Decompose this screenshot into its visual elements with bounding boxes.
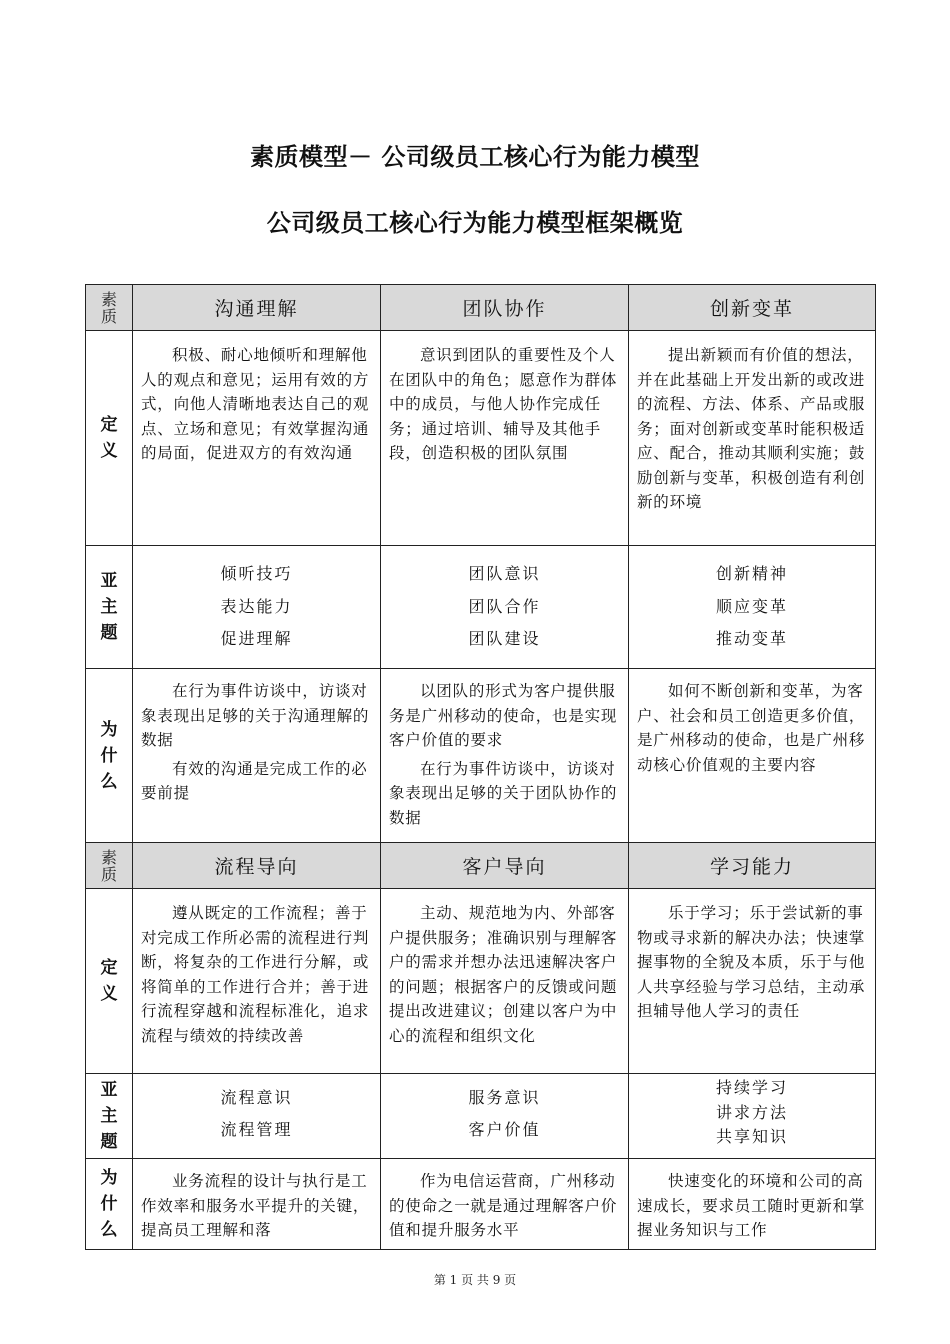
subtopic-row (86, 546, 876, 669)
page-number: 第 1 页 共 9 页 (433, 1273, 517, 1287)
subtopic-item: 客户价值 (468, 1120, 541, 1139)
definition-label (86, 889, 133, 1074)
why-text: 如何不断创新和变革，为客户、社会和员工创造更多价值，是广州移动的使命，也是广州移动核心价值观的主要内容 (637, 682, 866, 774)
document-subtitle: 公司级员工核心行为能力模型框架概览 (266, 209, 684, 237)
definition-cell (629, 331, 876, 546)
subtopic-item: 流程管理 (220, 1120, 293, 1139)
why-cell (381, 1159, 629, 1250)
definition-text: 主动、规范地为内、外部客户提供服务；准确识别与理解客户的需求并想办法迅速解决客户的问题；根据客户的反馈或问题提出改进建议；创建以客户为中心的流程和组织文化 (389, 904, 618, 1045)
why-row (86, 1159, 876, 1250)
why-text: 快速变化的环境和公司的高速成长，要求员工随时更新和掌握业务知识与工作 (637, 1172, 866, 1239)
definition-cell (381, 889, 629, 1074)
competency-name: 创新变革 (629, 285, 876, 331)
why-label-char: 么 (100, 771, 118, 792)
why-label-char: 为 (100, 719, 118, 740)
why-cell (381, 669, 629, 843)
subtopic-item: 推动变革 (715, 629, 788, 648)
subtopic-cell (133, 546, 381, 669)
subtopic-cell (381, 546, 629, 669)
why-row (86, 669, 876, 843)
why-text: 在行为事件访谈中，访谈对象表现出足够的关于团队协作的数据 (389, 759, 618, 827)
subtopic-item: 顺应变革 (715, 596, 788, 616)
definition-label (86, 331, 133, 546)
subtopic-item: 倾听技巧 (220, 564, 293, 583)
definition-cell (381, 331, 629, 546)
why-label (86, 1159, 133, 1250)
competency-label-char: 质 (100, 306, 117, 326)
competency-column-label (86, 843, 133, 889)
competency-name: 学习能力 (629, 843, 876, 889)
subtopic-label (86, 1074, 133, 1159)
document-title: 素质模型－ 公司级员工核心行为能力模型 (250, 143, 700, 171)
why-label-char: 什 (100, 1194, 118, 1214)
why-label-char: 为 (100, 1168, 118, 1188)
definition-text: 提出新颖而有价值的想法，并在此基础上开发出新的或改进的流程、方法、体系、产品或服务；面对创新或变革时能积极适应、配合，推动其顺利实施；鼓励创新与变革，积极创造有利创新的环境 (637, 346, 866, 511)
definition-label-char: 义 (100, 984, 118, 1004)
why-cell (629, 669, 876, 843)
subtopic-item: 促进理解 (220, 629, 293, 648)
definition-cell (629, 889, 876, 1074)
why-text: 业务流程的设计与执行是工作效率和服务水平提升的关键，提高员工理解和落 (141, 1172, 370, 1239)
subtopic-item: 讲求方法 (715, 1102, 788, 1122)
why-cell (133, 1159, 381, 1250)
why-cell (629, 1159, 876, 1250)
subtopic-item: 表达能力 (220, 596, 293, 616)
subtopic-label-char: 主 (100, 597, 118, 617)
why-text: 作为电信运营商，广州移动的使命之一就是通过理解客户价值和提升服务水平 (389, 1172, 618, 1239)
subtopic-item: 持续学习 (715, 1078, 788, 1097)
competency-name: 沟通理解 (133, 285, 381, 331)
definition-text: 积极、耐心地倾听和理解他人的观点和意见；运用有效的方式，向他人清晰地表达自己的观点、立场和意见；有效掌握沟通的局面，促进双方的有效沟通 (141, 346, 370, 462)
subtopic-label-char: 题 (100, 1132, 118, 1152)
subtopic-row (86, 1074, 876, 1159)
subtopic-label-char: 亚 (100, 1080, 118, 1100)
subtopic-item: 流程意识 (220, 1088, 293, 1107)
subtopic-label-char: 主 (100, 1106, 118, 1126)
why-label-char: 么 (100, 1220, 118, 1240)
definition-label-char: 定 (100, 415, 118, 435)
definition-text: 遵从既定的工作流程；善于对完成工作所必需的流程进行判断，将复杂的工作进行分解，或将简单的工作进行合并；善于进行流程穿越和流程标准化，追求流程与绩效的持续改善 (141, 904, 370, 1045)
definition-text: 意识到团队的重要性及个人在团队中的角色；愿意作为群体中的成员，与他人协作完成任务；通过培训、辅导及其他手段，创造积极的团队氛围 (389, 346, 618, 462)
competency-header-row (86, 843, 876, 889)
why-label (86, 669, 133, 843)
why-text: 有效的沟通是完成工作的必要前提 (141, 759, 368, 802)
subtopic-item: 团队合作 (468, 596, 541, 616)
subtopic-cell (381, 1074, 629, 1159)
subtopic-item: 团队建设 (468, 629, 541, 648)
competency-column-label (86, 285, 133, 331)
subtopic-label-char: 题 (100, 623, 118, 643)
definition-label-char: 定 (100, 958, 118, 978)
why-label-char: 什 (100, 745, 118, 766)
definition-label-char: 义 (100, 441, 118, 461)
subtopic-label (86, 546, 133, 669)
why-text: 在行为事件访谈中，访谈对象表现出足够的关于沟通理解的数据 (141, 682, 370, 749)
competency-name: 流程导向 (133, 843, 381, 889)
subtopic-cell (133, 1074, 381, 1159)
subtopic-item: 团队意识 (468, 564, 541, 583)
competency-name: 团队协作 (381, 285, 629, 331)
definition-row (86, 331, 876, 546)
subtopic-label-char: 亚 (100, 571, 118, 591)
subtopic-item: 服务意识 (468, 1088, 541, 1107)
definition-cell (133, 331, 381, 546)
competency-table (85, 284, 876, 1250)
subtopic-item: 共享知识 (715, 1127, 788, 1146)
definition-row (86, 889, 876, 1074)
competency-label-char: 质 (100, 864, 117, 884)
subtopic-item: 创新精神 (715, 564, 788, 583)
why-cell (133, 669, 381, 843)
subtopic-cell (629, 1074, 876, 1159)
competency-header-row (86, 285, 876, 331)
definition-cell (133, 889, 381, 1074)
competency-name: 客户导向 (381, 843, 629, 889)
why-text: 以团队的形式为客户提供服务是广州移动的使命，也是实现客户价值的要求 (389, 682, 618, 749)
competency-label-char: 素 (100, 847, 117, 867)
competency-label-char: 素 (100, 289, 117, 309)
subtopic-cell (629, 546, 876, 669)
definition-text: 乐于学习；乐于尝试新的事物或寻求新的解决办法；快速掌握事物的全貌及本质，乐于与他人共享经验与学习总结，主动承担辅导他人学习的责任 (637, 904, 866, 1020)
